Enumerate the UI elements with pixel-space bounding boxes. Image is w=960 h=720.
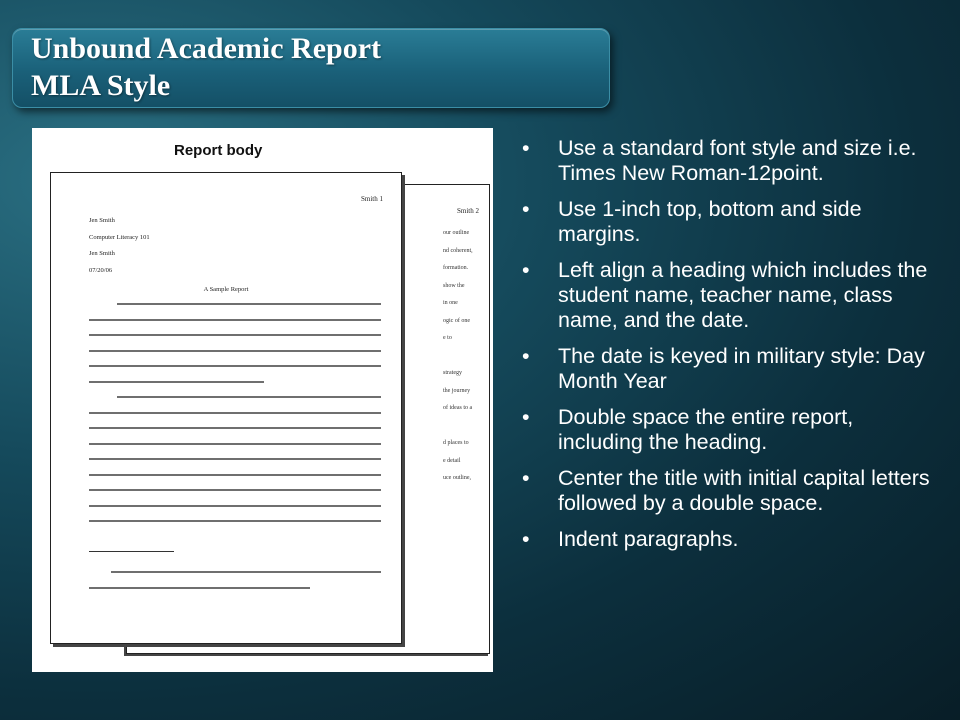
text-line (89, 334, 381, 336)
guideline-item (522, 466, 932, 516)
back-page-snippet: in one (443, 300, 458, 306)
back-page-snippet: strategy (443, 370, 462, 376)
text-line (89, 443, 381, 445)
guideline-list (522, 136, 932, 563)
text-line (89, 474, 381, 476)
guideline-text: Double space the entire report, including the heading. (558, 405, 854, 454)
guideline-item (522, 197, 932, 247)
back-page-snippet: show the (443, 282, 465, 289)
text-line (111, 571, 381, 573)
guideline-text: Use a standard font style and size i.e. Times New Roman-12point. (558, 136, 917, 185)
heading-line: Jen Smith (89, 217, 115, 224)
guideline-item (522, 344, 932, 394)
front-page (50, 172, 402, 644)
bullet-icon: • (522, 527, 530, 551)
text-line (89, 319, 381, 321)
slide-title-line-2: MLA Style (31, 69, 171, 102)
text-line (117, 396, 381, 398)
text-line (89, 489, 381, 491)
slide-title-box (12, 28, 610, 108)
text-line (117, 303, 381, 305)
text-line (89, 350, 381, 352)
guideline-item (522, 527, 932, 552)
text-line (89, 427, 381, 429)
text-line (89, 365, 381, 367)
bullet-icon: • (522, 258, 530, 282)
text-line (89, 412, 381, 414)
back-page-snippet: e to (443, 335, 452, 341)
front-page-number: Smith 1 (361, 195, 383, 203)
back-page-text (443, 225, 483, 488)
back-page-snippet: nd coherent, (443, 247, 473, 254)
text-line (89, 587, 310, 589)
back-page-snippet: our outline (443, 230, 470, 236)
guideline-item (522, 258, 932, 333)
back-page-snippet: uce outline, (443, 475, 471, 481)
guideline-text: Left align a heading which includes the student name, teacher name, class name, and the date. (558, 258, 928, 332)
back-page-number: Smith 2 (457, 207, 479, 215)
text-line (89, 458, 381, 460)
slide-title-line-1: Unbound Academic Report (31, 32, 382, 65)
guideline-item (522, 405, 932, 455)
bullet-icon: • (522, 136, 530, 160)
guideline-text: The date is keyed in military style: Day Month Year (558, 344, 925, 393)
report-body-illustration (32, 128, 493, 672)
back-page-snippet (443, 348, 483, 366)
back-page-snippet: d places to (443, 440, 469, 446)
back-page-snippet: ogic of one (443, 317, 470, 324)
guideline-item (522, 136, 932, 186)
text-line (89, 520, 381, 522)
student-heading-block (89, 213, 150, 279)
footnote-lines (111, 571, 381, 602)
guideline-text: Indent paragraphs. (558, 527, 739, 551)
guideline-text: Center the title with initial capital letters followed by a double space. (558, 466, 930, 515)
bullet-icon: • (522, 405, 530, 429)
text-line (89, 381, 264, 383)
back-page-snippet: the journey (443, 387, 471, 394)
back-page-snippet: of ideas to a (443, 405, 473, 411)
text-line (89, 505, 381, 507)
back-page-snippet: e detail (443, 457, 461, 464)
back-page-snippet: formation. (443, 265, 469, 271)
bullet-icon: • (522, 344, 530, 368)
illustration-heading: Report body (174, 142, 263, 159)
report-paragraph-lines (89, 303, 381, 536)
heading-line: Jen Smith (89, 250, 115, 257)
footnote-rule (89, 551, 174, 552)
heading-line: 07/20/06 (89, 266, 113, 274)
bullet-icon: • (522, 197, 530, 221)
guideline-text: Use 1-inch top, bottom and side margins. (558, 197, 862, 246)
bullet-icon: • (522, 466, 530, 490)
back-page-snippet (443, 418, 483, 436)
report-sample-title: A Sample Report (203, 286, 249, 293)
heading-line: Computer Literacy 101 (89, 233, 150, 241)
